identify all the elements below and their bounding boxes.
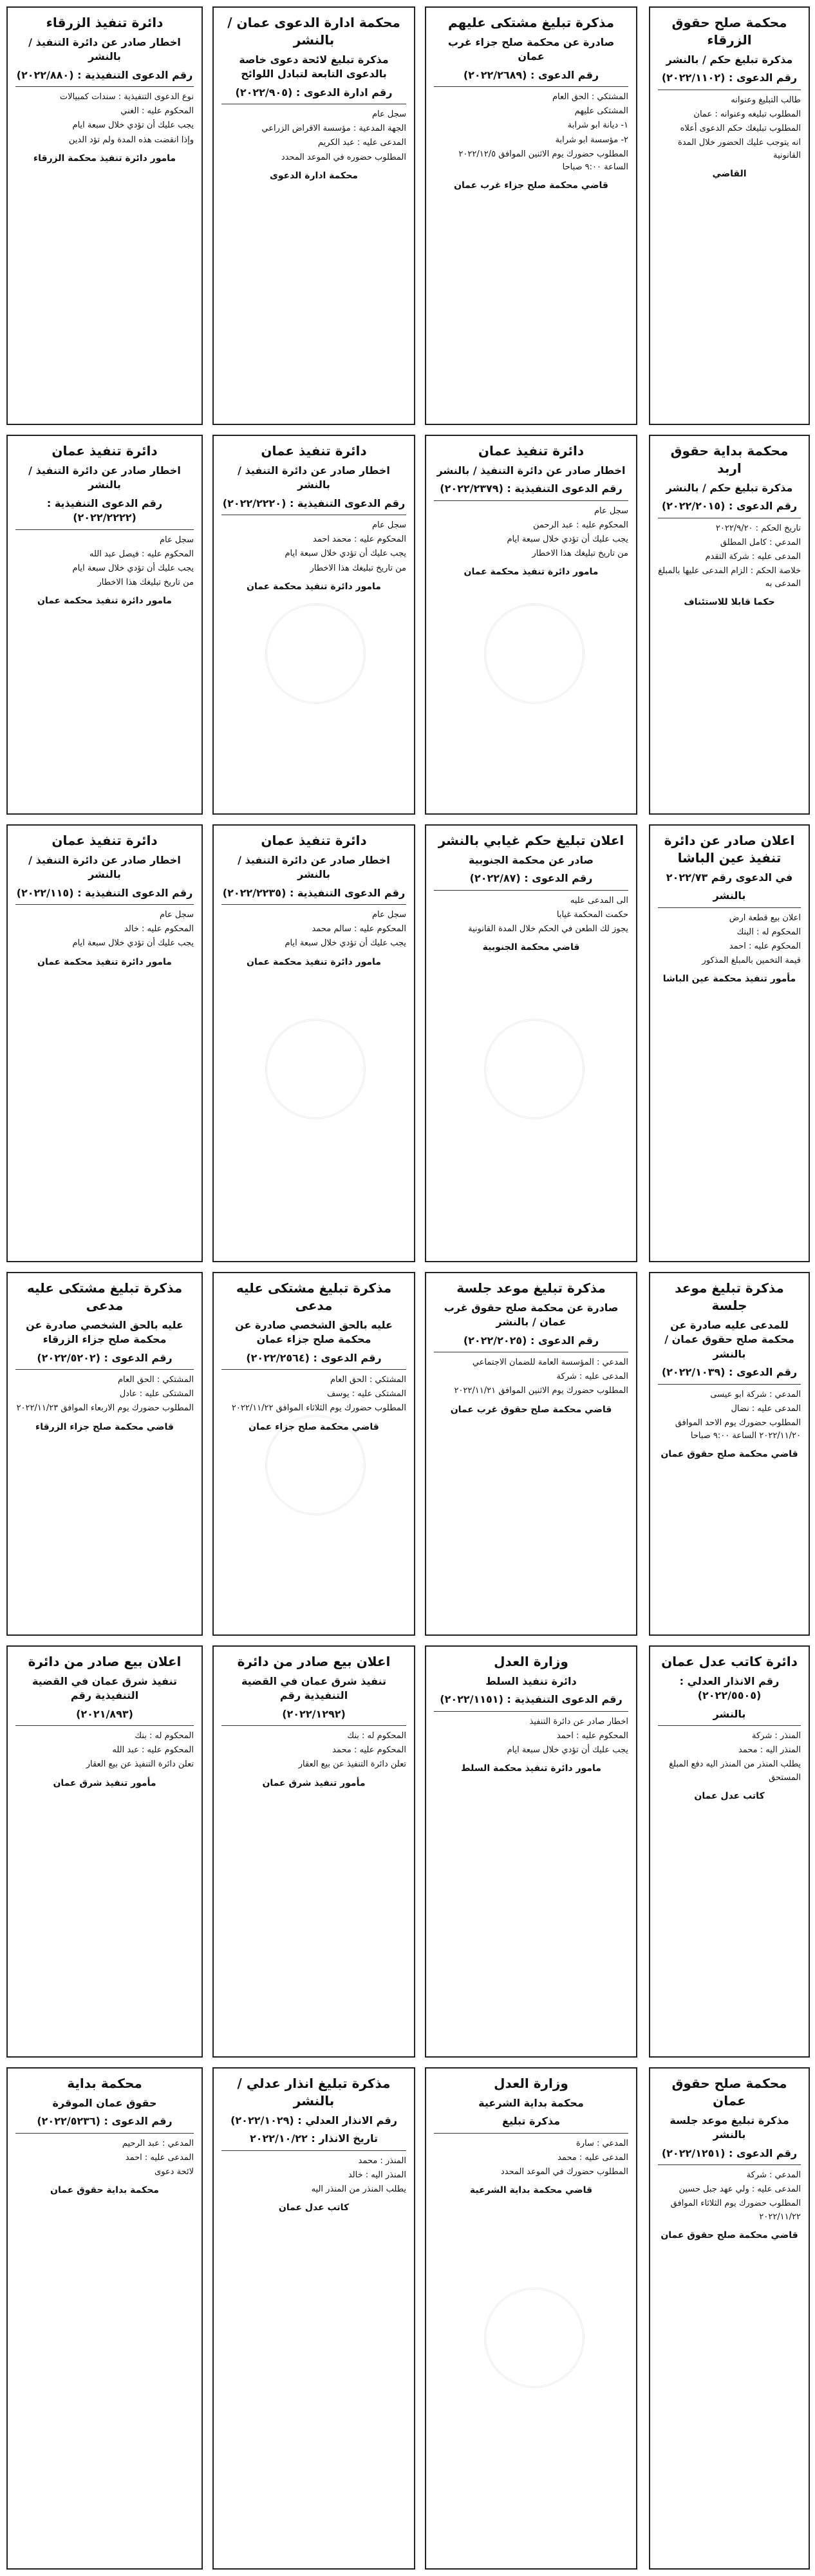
notice-16 <box>6 1272 203 1636</box>
notice-line: المنذر : شركة <box>752 1731 801 1741</box>
notice-4 <box>6 6 203 425</box>
notice-line: المحكوم عليه : محمد احمد <box>313 535 406 545</box>
notice-case: بالنشر <box>713 889 746 902</box>
notice-footer: كاتب عدل عمان <box>278 2202 350 2213</box>
notice-footer: مامور دائرة تنفيذ محكمة السلط <box>461 1763 601 1774</box>
notice-footer: قاضي محكمة الجنوبية <box>482 942 580 953</box>
stamp-icon <box>484 1019 585 1119</box>
notice-19 <box>212 1645 415 2058</box>
notice-line: المشتكى عليهم <box>574 106 628 117</box>
notice-line: المطلوب حضورك يوم الاربعاء الموافق ٢٠٢٢/١١/٢٣ <box>16 1403 194 1414</box>
notice-title: محكمة صلح حقوق الزرقاء <box>671 15 787 48</box>
notice-line: المحكوم عليه : خالد <box>124 924 194 934</box>
notice-subtitle: محكمة بداية الشرعية <box>478 2097 584 2109</box>
notice-footer: كاتب عدل عمان <box>694 1790 765 1801</box>
notice-15 <box>212 1272 415 1636</box>
divider <box>15 1369 194 1370</box>
notice-line: من تاريخ تبليغك هذا الاخطار <box>97 577 194 587</box>
notice-13 <box>649 1272 810 1636</box>
notice-title: اعلان تبليغ حكم غيابي بالنشر <box>438 833 624 848</box>
notice-footer: محكمة ادارة الدعوى <box>270 170 358 181</box>
divider <box>658 907 801 908</box>
notice-case: رقم الدعوى : (٢٠٢٢/٢٥٦٤) <box>246 1351 382 1364</box>
notice-line: يجب عليك أن تؤدي خلال سبعة ايام <box>285 549 406 559</box>
notice-footer: قاضي محكمة صلح جزاء عمان <box>248 1421 379 1432</box>
notice-line: المدعي : عبد الرحيم <box>122 2138 194 2148</box>
notice-line: سجل عام <box>371 910 406 920</box>
notice-line: المنذر اليه : محمد <box>738 1745 801 1756</box>
notice-line: المدعى عليه : محمد <box>557 2152 628 2163</box>
notice-line: المحكوم له : البنك <box>736 927 801 937</box>
notice-title: مذكرة تبليغ موعد جلسة <box>456 1280 606 1296</box>
notice-line: المحكوم عليه : فيصل عبد الله <box>89 549 194 559</box>
notice-line: المشتكي : الحق العام <box>552 92 628 102</box>
notice-22 <box>425 2067 637 2570</box>
notice-title: اعلان بيع صادر من دائرة <box>237 1654 391 1669</box>
notice-subtitle: في الدعوى رقم ٢٠٢٢/٧٣ <box>666 871 793 884</box>
notice-footer: قاضي محكمة بداية الشرعية <box>469 2185 593 2196</box>
notice-case: رقم الدعوى : (٢٠٢٢/٢٠٢٥) <box>463 1334 599 1347</box>
notice-footer: مامور دائرة تنفيذ محكمة عمان <box>247 956 381 967</box>
notice-subtitle: دائرة تنفيذ السلط <box>485 1675 577 1687</box>
notice-line: يجب عليك أن تؤدي خلال سبعة ايام <box>72 563 194 573</box>
notice-20 <box>6 1645 203 2058</box>
notice-title: وزارة العدل <box>494 1654 568 1669</box>
notice-line: تعلن دائرة التنفيذ عن بيع العقار <box>86 1759 194 1770</box>
notice-11 <box>212 824 415 1262</box>
notice-case: رقم الدعوى : (٢٠٢٢/٨٧) <box>469 872 593 885</box>
notice-footer: مأمور تنفيذ شرق عمان <box>53 1777 156 1788</box>
notice-case: رقم الدعوى : (٢٠٢٢/١٠٣٩) <box>661 1366 798 1379</box>
divider <box>221 2150 406 2151</box>
notice-title: دائرة تنفيذ عمان <box>52 443 158 459</box>
divider <box>221 904 406 905</box>
notice-line: سجل عام <box>594 506 628 516</box>
notice-line: المنذر اليه : خالد <box>348 2170 406 2180</box>
notice-subtitle: اخطار صادر عن دائرة التنفيذ / بالنشر <box>28 464 181 491</box>
divider <box>15 529 194 530</box>
notice-2 <box>425 6 637 425</box>
notice-title: مذكرة تبليغ مشتكى عليهم <box>447 15 614 30</box>
notice-footer: حكما قابلا للاستئناف <box>684 597 775 608</box>
notice-line: طالب التبليغ وعنوانه <box>731 95 801 105</box>
notice-line: المدعى عليه : شركة التقدم <box>705 552 801 562</box>
notice-case: رقم ادارة الدعوى : (٢٠٢٢/٩٠٥) <box>235 86 393 99</box>
notice-title: محكمة صلح حقوق عمان <box>671 2076 787 2108</box>
notice-subtitle: اخطار صادر عن دائرة التنفيذ / بالنشر <box>238 854 390 881</box>
notice-subtitle: حقوق عمان الموقرة <box>52 2097 157 2109</box>
notice-subtitle: اخطار صادر عن دائرة التنفيذ / بالنشر <box>28 36 181 63</box>
notice-12 <box>6 824 203 1262</box>
notice-line: المدعى عليه : احمد <box>125 2152 194 2163</box>
notice-title: دائرة تنفيذ عمان <box>261 833 367 848</box>
divider <box>434 2133 628 2134</box>
notice-line: المطلوب حضورك يوم الاحد الموافق ٢٠٢٢/١١/٢٠ الساعة ٩:٠٠ صباحا <box>675 1417 801 1441</box>
notice-footer: قاضي محكمة صلح حقوق عمان <box>660 2230 798 2240</box>
notice-footer: مامور دائرة تنفيذ محكمة عمان <box>37 596 172 607</box>
notice-footer: مامور دائرة تنفيذ محكمة الزرقاء <box>33 153 176 164</box>
divider <box>434 890 628 891</box>
notice-subtitle: رقم الانذار العدلي : (٢٠٢٢/٥٥٠٥) <box>679 1675 780 1702</box>
notice-case: رقم الدعوى التنفيذية : (٢٠٢٢/٢٢٢٠) <box>222 497 406 509</box>
notice-case: رقم الدعوى : (٢٠٢٢/١٢٥١) <box>661 2146 798 2159</box>
divider <box>221 1725 406 1726</box>
notice-line: المشتكي : الحق العام <box>117 1375 194 1385</box>
notice-title: مذكرة تبليغ موعد جلسة <box>675 1280 784 1313</box>
notice-case: رقم الدعوى التنفيذية : (٢٠٢٢/١١٥١) <box>440 1693 623 1706</box>
notice-line: سجل عام <box>159 535 194 545</box>
notice-title: دائرة تنفيذ الزرقاء <box>46 15 164 30</box>
notice-1 <box>649 6 810 425</box>
stamp-icon <box>265 1019 366 1119</box>
notice-title: وزارة العدل <box>494 2076 568 2091</box>
notice-subtitle: عليه بالحق الشخصي صادرة عن محكمة صلح جزاء الزرقاء <box>26 1319 183 1346</box>
notice-line: المدعي : شركة ابو عيسى <box>710 1389 801 1399</box>
notice-line: المدعي : المؤسسة العامة للضمان الاجتماعي <box>472 1358 628 1368</box>
notice-line: اخطار صادر عن دائرة التنفيذ <box>529 1716 628 1727</box>
divider <box>658 1384 801 1385</box>
notice-title: مذكرة تبليغ مشتكى عليه مدعى <box>26 1280 183 1313</box>
notice-9 <box>649 824 810 1262</box>
notice-line: سجل عام <box>159 910 194 920</box>
notice-title: محكمة ادارة الدعوى عمان / بالنشر <box>227 15 400 48</box>
notice-line: المحكوم عليه : احمد <box>729 942 801 952</box>
notice-line: المطلوب حضورك يوم الاثنين الموافق ٢٠٢٢/١٢/٥ الساعة ٩:٠٠ صباحا <box>458 149 628 172</box>
notice-line: المحكوم عليه : احمد <box>556 1730 628 1741</box>
notice-line: المدعي : كامل المطلق <box>720 537 801 547</box>
notice-case: رقم الدعوى التنفيذية : (٢٠٢٢/٢٢٢٢) <box>46 497 163 524</box>
notice-line: ٢- مؤسسة ابو شرابة <box>555 135 628 145</box>
notice-title: دائرة تنفيذ عمان <box>478 443 585 459</box>
notice-line: الجهة المدعية : مؤسسة الاقراض الزراعي <box>261 124 406 134</box>
notice-subtitle: رقم الانذار العدلي : (٢٠٢٢/١٠٢٩) <box>230 2114 397 2126</box>
notice-line: المدعي : شركة <box>746 2170 801 2181</box>
notice-5 <box>649 435 810 815</box>
notice-footer: القاضي <box>712 169 747 180</box>
notice-case: (٢٠٢١/٨٩٣) <box>76 1707 133 1720</box>
notice-footer: قاضي محكمة صلح جزاء الزرقاء <box>35 1421 174 1432</box>
notice-line: المطلوب حضورك في الموعد المحدد <box>500 2167 628 2177</box>
notice-line: تعلن دائرة التنفيذ عن بيع العقار <box>298 1759 406 1770</box>
notice-case: رقم الدعوى التنفيذية : (٢٠٢٢/٨٨٠) <box>16 68 193 81</box>
notice-line: المحكوم عليه : عبد الرحمن <box>533 520 628 530</box>
notice-line: المطلوب حضورك يوم الثلاثاء الموافق ٢٠٢٢/١١/٢٢ <box>670 2199 801 2222</box>
notice-line: المدعي : سارة <box>576 2138 628 2148</box>
notice-case: رقم الدعوى التنفيذية : (٢٠٢٢/١١٥) <box>16 886 193 899</box>
notice-subtitle: تنفيذ شرق عمان في القضية التنفيذية رقم <box>32 1675 178 1702</box>
notice-line: سجل عام <box>371 109 406 120</box>
divider <box>15 904 194 905</box>
notice-line: يجوز لك الطعن في الحكم خلال المدة القانونية <box>467 924 628 934</box>
notice-line: المدعى عليه : عبد الكريم <box>317 138 406 148</box>
notice-line: يجب عليك أن تؤدي خلال سبعة ايام <box>285 938 406 949</box>
notice-case: بالنشر <box>713 1707 746 1720</box>
notice-case: رقم الدعوى التنفيذية : (٢٠٢٢/٢٣٧٩) <box>440 482 623 495</box>
notice-line: المطلوب تبليغه وعنوانه : عمان <box>693 109 801 119</box>
notice-subtitle: مذكرة تبليغ موعد جلسة بالنشر <box>670 2114 789 2141</box>
notice-subtitle: تنفيذ شرق عمان في القضية التنفيذية رقم <box>241 1675 387 1702</box>
notice-line: انه يتوجب عليك الحضور خلال المدة القانونية <box>677 138 801 161</box>
stamp-icon <box>265 603 366 704</box>
notice-case: (٢٠٢٢/١٢٩٢) <box>282 1707 346 1720</box>
notice-line: المحكوم عليه : عبد الله <box>112 1745 194 1756</box>
notice-line: المحكوم عليه : الغني <box>120 106 194 117</box>
notice-line: المشتكى عليه : عادل <box>119 1389 194 1399</box>
notice-line: يجب عليك أن تؤدي خلال سبعة ايام <box>507 1745 628 1756</box>
notice-subtitle: صادرة عن محكمة صلح حقوق غرب عمان / بالنشر <box>444 1302 619 1329</box>
notice-footer: قاضي محكمة صلح جزاء غرب عمان <box>454 180 608 191</box>
notice-subtitle: اخطار صادر عن دائرة التنفيذ / بالنشر <box>28 854 181 881</box>
notice-line: خلاصة الحكم : الزام المدعى عليها بالمبلغ المدعى به <box>658 566 801 589</box>
notice-footer: محكمة بداية حقوق عمان <box>50 2185 159 2196</box>
notice-subtitle: مذكرة تبليغ حكم / بالنشر <box>666 482 793 494</box>
notice-line: المشتكي : الحق العام <box>330 1375 406 1385</box>
notice-footer: مامور دائرة تنفيذ محكمة عمان <box>247 581 381 592</box>
notice-title: محكمة بداية <box>67 2076 142 2091</box>
notice-title: دائرة تنفيذ عمان <box>52 833 158 848</box>
notice-line: يطلب المنذر من المنذر اليه دفع المبلغ المستحق <box>669 1759 801 1783</box>
notice-line: المحكوم عليه : محمد <box>332 1745 406 1756</box>
notice-line: ١- ديانة ابو شرابة <box>567 120 628 131</box>
notice-footer: قاضي محكمة صلح حقوق غرب عمان <box>450 1404 612 1415</box>
notice-subtitle: للمدعى عليه صادرة عن محكمة صلح حقوق عمان / بالنشر <box>664 1319 794 1360</box>
notice-line: المطلوب تبليغك حكم الدعوى أعلاه <box>680 124 801 134</box>
notice-line: من تاريخ تبليغك هذا الاخطار <box>310 563 406 573</box>
notice-17 <box>649 1645 810 2058</box>
notice-title: دائرة كاتب عدل عمان <box>661 1654 798 1669</box>
notice-subtitle: اخطار صادر عن دائرة التنفيذ / بالنشر <box>238 464 390 491</box>
notice-subtitle: صادر عن محكمة الجنوبية <box>469 854 594 866</box>
notice-title: مذكرة تبليغ انذار عدلي / بالنشر <box>237 2076 391 2108</box>
notice-line: يجب عليك أن تؤدي خلال سبعة ايام <box>507 535 628 545</box>
notice-line: المنذر : محمد <box>358 2155 406 2166</box>
notice-line: تاريخ الحكم : ٢٠٢٢/٩/٢٠ <box>715 523 801 533</box>
notice-case: رقم الدعوى : (٢٠٢٢/٥٢٣٦) <box>37 2115 173 2128</box>
notice-line: اعلان بيع قطعة ارض <box>729 913 801 923</box>
notice-line: المحكوم عليه : سالم محمد <box>312 924 406 934</box>
notice-23 <box>212 2067 415 2570</box>
notice-line: المطلوب حضوره في الموعد المحدد <box>281 152 406 162</box>
notice-title: اعلان صادر عن دائرة تنفيذ عين الباشا <box>664 833 795 866</box>
notice-case: مذكرة تبليغ <box>502 2115 560 2128</box>
notice-line: المحكوم له : بنك <box>135 1731 194 1741</box>
notice-case: رقم الدعوى : (٢٠٢٢/٢٠١٥) <box>661 500 798 513</box>
divider <box>15 2133 194 2134</box>
divider <box>221 1369 406 1370</box>
divider <box>658 2164 801 2165</box>
notice-line: وإذا انقضت هذه المدة ولم تؤد الدين <box>68 135 194 145</box>
divider <box>434 1711 628 1712</box>
notice-case: رقم الدعوى : (٢٠٢٢/٢٦٨٩) <box>463 68 599 81</box>
notice-line: المحكوم له : بنك <box>347 1731 406 1741</box>
notice-case: تاريخ الانذار : ٢٠٢٢/١٠/٢٢ <box>249 2132 379 2145</box>
notice-14 <box>425 1272 637 1636</box>
notice-case: رقم الدعوى : (٢٠٢٢/١١٠٢) <box>661 71 798 84</box>
notice-title: اعلان بيع صادر من دائرة <box>28 1654 182 1669</box>
notice-footer: مامور دائرة تنفيذ محكمة عمان <box>464 567 599 578</box>
notice-line: المشتكى عليه : يوسف <box>326 1389 406 1399</box>
divider <box>434 86 628 87</box>
notice-24 <box>6 2067 203 2570</box>
notice-title: دائرة تنفيذ عمان <box>261 443 367 459</box>
divider <box>434 500 628 501</box>
notice-footer: قاضي محكمة صلح حقوق عمان <box>660 1449 798 1460</box>
stamp-icon <box>484 2287 585 2388</box>
notice-line: يجب عليك أن تؤدي خلال سبعة ايام <box>72 938 194 949</box>
notice-7 <box>212 435 415 815</box>
notice-subtitle: عليه بالحق الشخصي صادرة عن محكمة صلح جزاء عمان <box>235 1319 393 1346</box>
notice-6 <box>425 435 637 815</box>
notice-footer: مأمور تنفيذ شرق عمان <box>262 1777 366 1788</box>
notice-title: مذكرة تبليغ مشتكى عليه مدعى <box>236 1280 392 1313</box>
notice-3 <box>212 6 415 425</box>
divider <box>15 86 194 87</box>
notice-21 <box>649 2067 810 2570</box>
notice-line: لائحة دعوى <box>155 2167 194 2177</box>
divider <box>15 1725 194 1726</box>
notice-footer: مأمور تنفيذ محكمة عين الباشا <box>662 974 796 985</box>
stamp-icon <box>265 1415 366 1515</box>
notice-line: الى المدعى عليه <box>570 895 628 905</box>
stamp-icon <box>484 603 585 704</box>
notice-line: سجل عام <box>371 520 406 531</box>
notice-footer: مامور دائرة تنفيذ محكمة عمان <box>37 956 172 967</box>
notice-line: يجب عليك أن تؤدي خلال سبعة ايام <box>72 120 194 131</box>
notice-line: من تاريخ تبليغك هذا الاخطار <box>532 549 628 559</box>
notice-line: حكمت المحكمة غيابا <box>556 909 628 920</box>
notice-line: يطلب المنذر من المنذر اليه <box>311 2184 406 2195</box>
notice-line: المطلوب حضورك يوم الثلاثاء الموافق ٢٠٢٢/١١/٢٢ <box>231 1403 406 1414</box>
notice-line: المدعى عليه : نضال <box>731 1403 801 1414</box>
notice-subtitle: مذكرة تبليغ حكم / بالنشر <box>666 53 793 66</box>
notice-subtitle: مذكرة تبليغ لائحة دعوى خاصة بالدعوى التابعة لتبادل اللوائح <box>239 53 389 80</box>
notice-line: المطلوب حضورك يوم الاثنين الموافق ٢٠٢٢/١١/٢١ <box>454 1386 628 1396</box>
notice-18 <box>425 1645 637 2058</box>
notice-line: المدعى عليه : ولي عهد جبل حسين <box>679 2184 801 2195</box>
notice-title: محكمة بداية حقوق اربد <box>670 443 789 476</box>
notice-line: نوع الدعوى التنفيذية : سندات كمبيالات <box>59 92 194 102</box>
notice-line: المدعى عليه : شركة <box>556 1372 628 1382</box>
notice-subtitle: اخطار صادر عن دائرة التنفيذ / بالنشر <box>436 464 626 477</box>
notice-10 <box>425 824 637 1262</box>
notice-case: رقم الدعوى التنفيذية : (٢٠٢٢/٢٢٣٥) <box>222 886 406 899</box>
notice-case: رقم الدعوى : (٢٠٢٢/٥٢٠٢) <box>37 1351 173 1364</box>
notice-line: قيمة التخمين بالمبلغ المذكور <box>702 956 801 966</box>
notice-subtitle: صادرة عن محكمة صلح جزاء غرب عمان <box>447 36 615 63</box>
divider <box>658 1725 801 1726</box>
notice-8 <box>6 435 203 815</box>
